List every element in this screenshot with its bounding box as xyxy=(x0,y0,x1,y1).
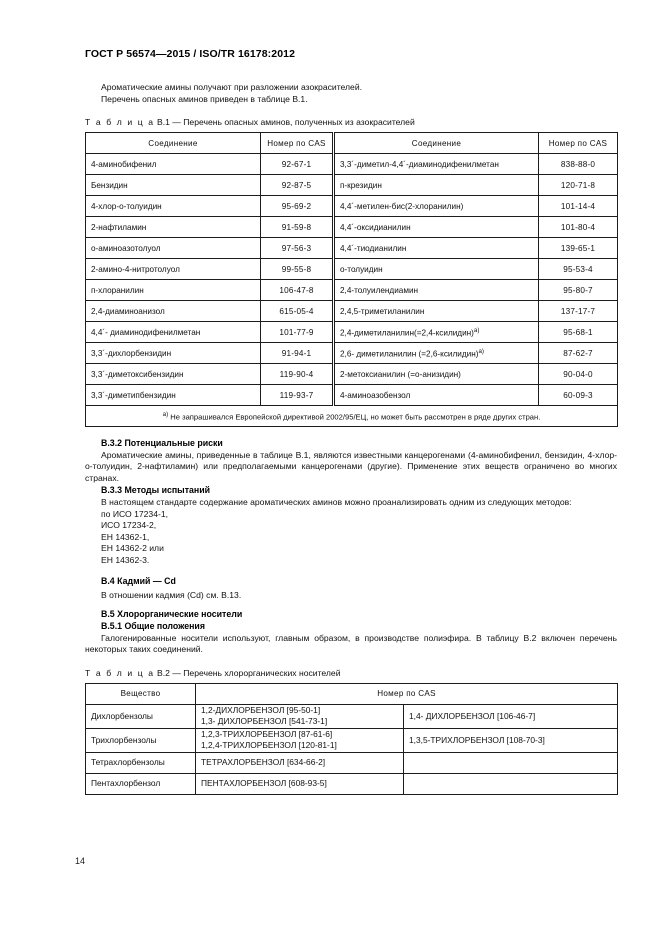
cell-cas-1: 91-94-1 xyxy=(261,343,334,364)
cell-compound-1: Бензидин xyxy=(86,175,261,196)
cell-cas-1: 92-87-5 xyxy=(261,175,334,196)
cell-compound-1: 3,3´-диметоксибензидин xyxy=(86,364,261,385)
cas-entry: 1,3,5-ТРИХЛОРБЕНЗОЛ [108-70-3] xyxy=(409,734,545,745)
cell-compound-2: 2,4-толуилендиамин xyxy=(334,280,539,301)
cell-compound-1: о-аминоазотолуол xyxy=(86,238,261,259)
cell-compound-2: 3,3´-диметил-4,4´-диаминодифенилметан xyxy=(334,154,539,175)
cell-cas-1: 101-77-9 xyxy=(261,322,334,343)
table-row xyxy=(86,343,618,364)
running-header: ГОСТ Р 56574—2015 / ISO/TR 16178:2012 xyxy=(85,48,296,60)
cas-entry: 1,2,4-ТРИХЛОРБЕНЗОЛ [120-81-1] xyxy=(201,740,337,751)
page-content xyxy=(85,48,617,795)
paragraph-b33: В настоящем стандарте содержание ароматических аминов можно проанализировать одним из следующих методов: xyxy=(101,496,572,507)
footnote-marker-icon: а) xyxy=(162,410,169,418)
cell-compound-1: п-хлоранилин xyxy=(86,280,261,301)
cell-compound-2: 4,4´-метилен-бис(2-хлоранилин) xyxy=(334,196,539,217)
table-b1-footnote-text: Не запрашивался Европейской директивой 2002/95/ЕЦ, но может быть рассмотрен в ряде других стран. xyxy=(170,412,541,422)
cell-compound-1: 3,3´-дихлорбензидин xyxy=(86,343,261,364)
paragraph-b4: В отношении кадмия (Cd) см. B.13. xyxy=(101,590,242,601)
method-item: ЕН 14362-2 или xyxy=(101,543,164,554)
cas-entry: 1,3- ДИХЛОРБЕНЗОЛ [541-73-1] xyxy=(201,716,328,727)
paragraph-b51: Галогенированные носители используют, главным образом, в производстве полиэфира. В таблицу B.2 включен перечень некоторых таких соединений. xyxy=(85,632,617,655)
table-b1-caption-key: Т а б л и ц а xyxy=(85,117,155,128)
heading-b33: B.3.3 Методы испытаний xyxy=(101,485,211,496)
table-b1-body xyxy=(86,154,618,427)
cell-substance: Пентахлорбензол xyxy=(86,773,196,794)
cell-cas-left xyxy=(196,773,404,794)
cell-compound-2: о-толуидин xyxy=(334,259,539,280)
cell-compound-1: 2-амино-4-нитротолуол xyxy=(86,259,261,280)
table-row xyxy=(86,752,618,773)
cell-cas-right xyxy=(404,704,618,728)
cell-cas-2: 838-88-0 xyxy=(539,154,618,175)
cell-cas-left xyxy=(196,752,404,773)
cell-cas-1: 119-90-4 xyxy=(261,364,334,385)
cas-entry: ПЕНТАХЛОРБЕНЗОЛ [608-93-5] xyxy=(201,778,327,789)
table-row xyxy=(86,259,618,280)
cell-substance: Трихлорбензолы xyxy=(86,728,196,752)
cell-cas-left xyxy=(196,728,404,752)
table-b1-caption xyxy=(85,117,617,127)
cell-substance: Дихлорбензолы xyxy=(86,704,196,728)
cell-compound-2: 4-аминоазобензол xyxy=(334,385,539,406)
cell-compound-2: 2,4-диметиланилин(=2,4-ксилидин)$^{а)}$ xyxy=(334,322,539,343)
cell-compound-2: 2,4,5-триметиланилин xyxy=(334,301,539,322)
cell-compound-2: п-крезидин xyxy=(334,175,539,196)
cell-cas-2: 120-71-8 xyxy=(539,175,618,196)
cell-cas-1: 92-67-1 xyxy=(261,154,334,175)
table-b1-header-row xyxy=(86,133,618,154)
table-row xyxy=(86,196,618,217)
cas-entry: 1,2,3-ТРИХЛОРБЕНЗОЛ [87-61-6] xyxy=(201,728,333,739)
cell-compound-1: 4-хлор-о-толуидин xyxy=(86,196,261,217)
cell-cas-1: 97-56-3 xyxy=(261,238,334,259)
table-row xyxy=(86,322,618,343)
cell-cas-2: 139-65-1 xyxy=(539,238,618,259)
cell-cas-1: 615-05-4 xyxy=(261,301,334,322)
table-b1-col-header-compound-2: Соединение xyxy=(334,133,539,154)
table-b1 xyxy=(85,132,618,427)
cell-cas-2: 95-68-1 xyxy=(539,322,618,343)
cell-cas-1: 99-55-8 xyxy=(261,259,334,280)
table-row xyxy=(86,154,618,175)
table-row xyxy=(86,280,618,301)
heading-b4: B.4 Кадмий — Cd xyxy=(101,575,176,586)
cell-cas-1: 106-47-8 xyxy=(261,280,334,301)
cell-cas-1: 95-69-2 xyxy=(261,196,334,217)
table-b2-col-header-substance: Вещество xyxy=(86,683,196,704)
table-row xyxy=(86,385,618,406)
table-row xyxy=(86,175,618,196)
heading-b32: B.3.2 Потенциальные риски xyxy=(101,438,223,449)
cell-cas-2: 87-62-7 xyxy=(539,343,618,364)
cas-entry: 1,2-ДИХЛОРБЕНЗОЛ [95-50-1] xyxy=(201,704,321,715)
table-row xyxy=(86,704,618,728)
cell-cas-2: 101-14-4 xyxy=(539,196,618,217)
table-b1-caption-rest: B.1 — Перечень опасных аминов, полученных из азокрасителей xyxy=(156,117,415,128)
cas-entry: ТЕТРАХЛОРБЕНЗОЛ [634-66-2] xyxy=(201,757,326,768)
cell-compound-1: 4-аминобифенил xyxy=(86,154,261,175)
cell-compound-1: 2-нафтиламин xyxy=(86,217,261,238)
table-row xyxy=(86,728,618,752)
cell-compound-2: 4,4´-оксидианилин xyxy=(334,217,539,238)
heading-b5: B.5 Хлорорганические носители xyxy=(101,608,243,619)
heading-b51: B.5.1 Общие положения xyxy=(101,621,205,632)
table-b2-col-header-cas: Номер по CAS xyxy=(196,683,618,704)
cell-compound-1: 2,4-диаминоанизол xyxy=(86,301,261,322)
cell-compound-1: 4,4´- диаминодифенилметан xyxy=(86,322,261,343)
cell-cas-right xyxy=(404,752,618,773)
footnote-marker-icon: а) xyxy=(473,326,480,334)
table-b1-col-header-cas-2: Номер по CAS xyxy=(539,133,618,154)
table-b2-header-row xyxy=(86,683,618,704)
footnote-marker-icon: а) xyxy=(478,347,484,355)
cell-cas-right xyxy=(404,773,618,794)
cell-compound-2: 2-метоксианилин (=о-анизидин) xyxy=(334,364,539,385)
page-number: 14 xyxy=(75,856,86,866)
table-b1-col-header-cas-1: Номер по CAS xyxy=(261,133,334,154)
table-b2-caption-rest: B.2 — Перечень хлорорганических носителей xyxy=(156,667,341,678)
cell-cas-2: 95-80-7 xyxy=(539,280,618,301)
cas-entry: 1,4- ДИХЛОРБЕНЗОЛ [106-46-7] xyxy=(409,710,536,721)
intro-line-2: Перечень опасных аминов приведен в таблице B.1. xyxy=(101,93,308,104)
cell-compound-2: 4,4´-тиодианилин xyxy=(334,238,539,259)
cell-cas-left xyxy=(196,704,404,728)
table-row xyxy=(86,773,618,794)
method-item: ЕН 14362-1, xyxy=(101,531,150,542)
method-item: ЕН 14362-3. xyxy=(101,554,150,565)
table-b1-footnote xyxy=(86,406,618,427)
cell-cas-2: 101-80-4 xyxy=(539,217,618,238)
table-row xyxy=(86,301,618,322)
intro-line-1: Ароматические амины получают при разложении азокрасителей. xyxy=(101,82,363,92)
cell-cas-1: 91-59-8 xyxy=(261,217,334,238)
cell-cas-2: 95-53-4 xyxy=(539,259,618,280)
table-row xyxy=(86,238,618,259)
table-footnote-row xyxy=(86,406,618,427)
table-b2-body xyxy=(86,704,618,794)
method-item: по ИСО 17234-1, xyxy=(101,508,169,519)
cell-cas-2: 60-09-3 xyxy=(539,385,618,406)
table-b2 xyxy=(85,683,618,795)
table-b1-col-header-compound-1: Соединение xyxy=(86,133,261,154)
method-item: ИСО 17234-2, xyxy=(101,520,157,531)
table-b2-caption-key: Т а б л и ц а xyxy=(85,667,155,678)
cell-substance: Тетрахлорбензолы xyxy=(86,752,196,773)
paragraph-b32: Ароматические амины, приведенные в таблице B.1, являются известными канцерогенами (4-аминобифенил, бензидин, 4-хлор-о-толуидин, 2-нафтиламин) или предполагаемыми канцерогенами (другие). Применение этих веществ ограничено во многих странах. xyxy=(85,449,617,483)
cell-compound-2: 2,6- диметиланилин (=2,6-ксилидин)$^{а)}$ xyxy=(334,343,539,364)
table-row xyxy=(86,217,618,238)
cell-cas-2: 137-17-7 xyxy=(539,301,618,322)
cell-compound-1: 3,3´-диметипбензидин xyxy=(86,385,261,406)
table-b2-caption xyxy=(85,668,617,678)
table-row xyxy=(86,364,618,385)
cell-cas-2: 90-04-0 xyxy=(539,364,618,385)
cell-cas-right xyxy=(404,728,618,752)
cell-cas-1: 119-93-7 xyxy=(261,385,334,406)
